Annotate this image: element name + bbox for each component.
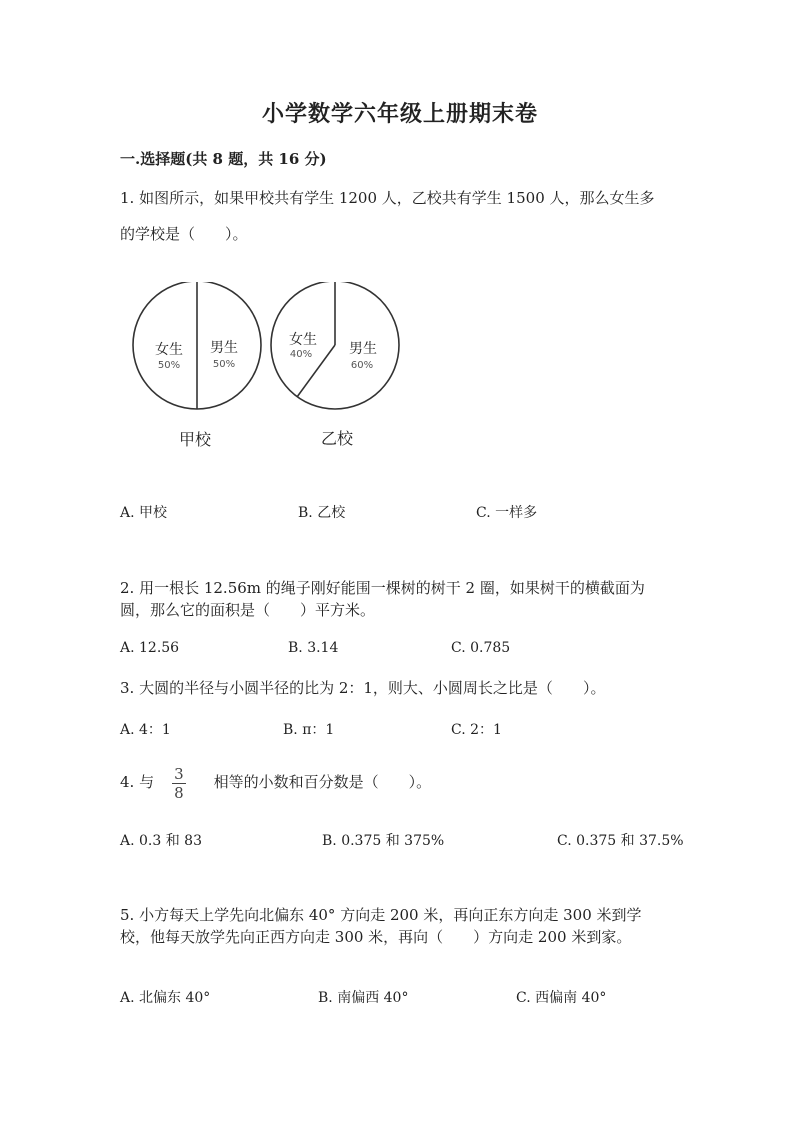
fraction xyxy=(172,765,186,802)
slice-pct-yi-boys: 60% xyxy=(350,360,374,371)
q3-option-c[interactable]: C. 2：1 xyxy=(451,722,502,738)
q2-option-b[interactable]: B. 3.14 xyxy=(288,640,339,656)
q3-option-a[interactable]: A. 4：1 xyxy=(120,722,171,738)
chart-name-jia: 甲校 xyxy=(178,430,212,449)
section-heading: 一.选择题(共 8 题，共 16 分) xyxy=(120,150,327,168)
q5-option-a[interactable]: A. 北偏东 40° xyxy=(120,990,211,1006)
chart-name-yi: 乙校 xyxy=(320,429,354,448)
q3-line1: 3. 大圆的半径与小圆半径的比为 2：1，则大、小圆周长之比是（ ）。 xyxy=(120,679,606,697)
q1-line2: 的学校是（ ）。 xyxy=(120,225,248,243)
page-title: 小学数学六年级上册期末卷 xyxy=(261,101,538,127)
q2-option-a[interactable]: A. 12.56 xyxy=(120,640,180,656)
q5-option-b[interactable]: B. 南偏西 40° xyxy=(318,990,409,1006)
q5-option-c[interactable]: C. 西偏南 40° xyxy=(516,990,607,1006)
slice-pct-yi-girls: 40% xyxy=(289,349,313,360)
q3-option-b[interactable]: B. π：1 xyxy=(283,722,335,738)
q4-option-a[interactable]: A. 0.3 和 83 xyxy=(120,833,202,849)
slice-label-jia-girls: 女生 xyxy=(155,342,183,358)
pie-charts-figure xyxy=(125,282,415,457)
pie-chart-yi xyxy=(271,282,399,448)
slice-label-yi-boys: 男生 xyxy=(349,341,377,357)
slice-pct-jia-girls: 50% xyxy=(157,360,181,371)
slice-label-yi-girls: 女生 xyxy=(289,332,317,348)
pie-chart-jia xyxy=(133,282,261,449)
q2-line1: 2. 用一根长 12.56m 的绳子刚好能围一棵树的树干 2 圈，如果树干的横截面为 xyxy=(120,579,645,597)
slice-pct-jia-boys: 50% xyxy=(212,359,236,370)
slice-label-jia-boys: 男生 xyxy=(210,340,238,356)
q4-option-c[interactable]: C. 0.375 和 37.5% xyxy=(557,833,684,849)
q1-option-a[interactable]: A. 甲校 xyxy=(120,505,168,521)
q4-option-b[interactable]: B. 0.375 和 375% xyxy=(322,833,445,849)
q5-line1: 5. 小方每天上学先向北偏东 40° 方向走 200 米，再向正东方向走 300 米到学 xyxy=(120,906,642,924)
q1-option-c[interactable]: C. 一样多 xyxy=(476,505,538,521)
fraction-denominator: 8 xyxy=(174,783,184,802)
q1-line1: 1. 如图所示，如果甲校共有学生 1200 人，乙校共有学生 1500 人，那么女生多 xyxy=(120,189,655,207)
q2-option-c[interactable]: C. 0.785 xyxy=(451,640,511,656)
q1-option-b[interactable]: B. 乙校 xyxy=(298,505,346,521)
q5-line2: 校，他每天放学先向正西方向走 300 米，再向（ ）方向走 200 米到家。 xyxy=(120,928,632,946)
q4-prefix: 4. 与 xyxy=(120,773,155,791)
fraction-numerator: 3 xyxy=(174,764,184,783)
q4-line xyxy=(120,762,431,802)
q2-line2: 圆，那么它的面积是（ ）平方米。 xyxy=(120,601,376,619)
q4-suffix: 相等的小数和百分数是（ ）。 xyxy=(213,773,432,791)
